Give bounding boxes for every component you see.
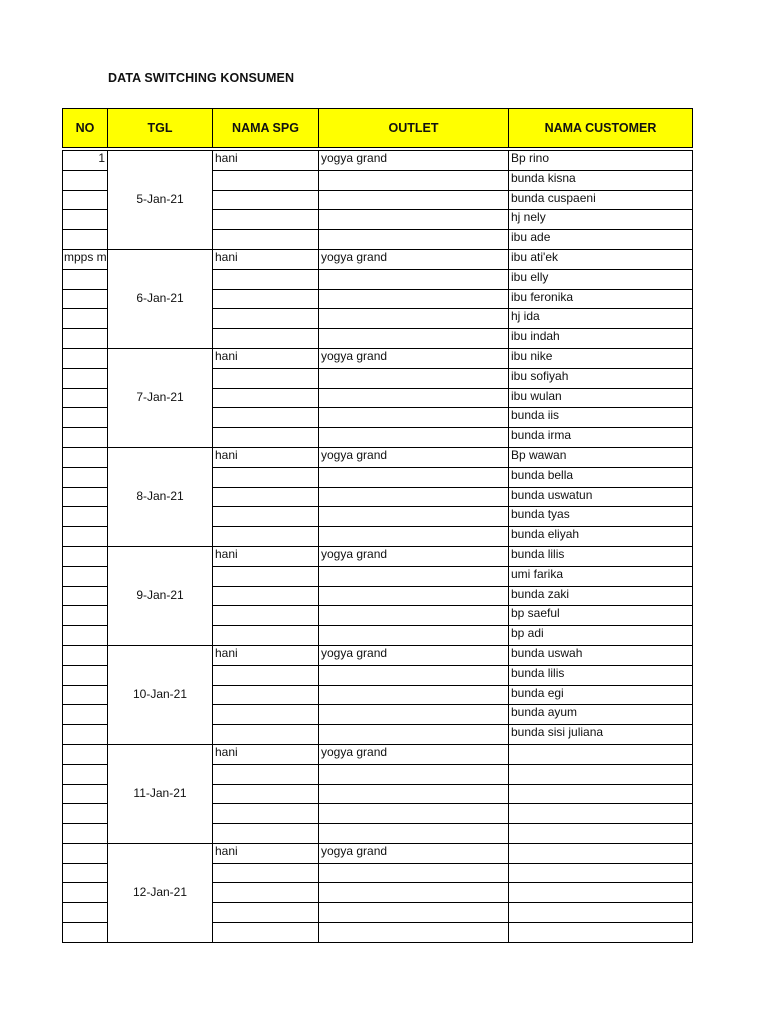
cell-outlet <box>319 685 509 705</box>
cell-no <box>63 170 108 190</box>
cell-nama-spg <box>213 428 319 448</box>
cell-nama-spg: hani <box>213 744 319 764</box>
cell-nama-customer <box>509 923 693 943</box>
cell-no <box>63 230 108 250</box>
cell-no <box>63 863 108 883</box>
header-row <box>63 109 693 148</box>
cell-nama-spg <box>213 408 319 428</box>
cell-no <box>63 566 108 586</box>
cell-nama-spg <box>213 665 319 685</box>
cell-outlet <box>319 764 509 784</box>
cell-nama-spg <box>213 705 319 725</box>
cell-no <box>63 725 108 745</box>
cell-no <box>63 190 108 210</box>
cell-nama-spg <box>213 289 319 309</box>
cell-outlet <box>319 824 509 844</box>
cell-nama-customer: bunda egi <box>509 685 693 705</box>
cell-no <box>63 348 108 368</box>
cell-nama-customer: ibu ade <box>509 230 693 250</box>
cell-outlet <box>319 190 509 210</box>
cell-no <box>63 487 108 507</box>
cell-outlet: yogya grand <box>319 151 509 171</box>
cell-nama-spg <box>213 329 319 349</box>
cell-outlet: yogya grand <box>319 546 509 566</box>
cell-nama-customer: Bp wawan <box>509 447 693 467</box>
cell-tgl: 11-Jan-21 <box>108 744 213 843</box>
cell-nama-customer: bunda tyas <box>509 507 693 527</box>
cell-nama-spg <box>213 368 319 388</box>
cell-nama-spg <box>213 685 319 705</box>
cell-nama-spg <box>213 566 319 586</box>
cell-outlet <box>319 428 509 448</box>
cell-nama-customer: Bp rino <box>509 151 693 171</box>
cell-nama-spg <box>213 507 319 527</box>
cell-nama-spg <box>213 467 319 487</box>
cell-nama-customer <box>509 744 693 764</box>
cell-outlet <box>319 408 509 428</box>
cell-outlet <box>319 507 509 527</box>
cell-outlet <box>319 230 509 250</box>
cell-nama-spg <box>213 863 319 883</box>
cell-nama-spg <box>213 824 319 844</box>
cell-no <box>63 626 108 646</box>
header-no: NO <box>63 109 108 148</box>
cell-nama-spg <box>213 170 319 190</box>
cell-tgl: 7-Jan-21 <box>108 348 213 447</box>
cell-no <box>63 309 108 329</box>
cell-no: mpps m <box>63 249 108 269</box>
cell-no <box>63 764 108 784</box>
cell-nama-spg <box>213 923 319 943</box>
cell-tgl: 10-Jan-21 <box>108 645 213 744</box>
cell-nama-spg: hani <box>213 348 319 368</box>
cell-outlet <box>319 289 509 309</box>
cell-outlet: yogya grand <box>319 744 509 764</box>
cell-no <box>63 784 108 804</box>
cell-nama-customer: bunda kisna <box>509 170 693 190</box>
cell-nama-spg <box>213 388 319 408</box>
cell-no <box>63 368 108 388</box>
table-row <box>63 546 693 566</box>
cell-outlet: yogya grand <box>319 843 509 863</box>
table-row <box>63 744 693 764</box>
cell-no <box>63 883 108 903</box>
cell-nama-spg <box>213 210 319 230</box>
cell-nama-customer: ibu nike <box>509 348 693 368</box>
cell-nama-customer <box>509 863 693 883</box>
cell-nama-customer: ibu wulan <box>509 388 693 408</box>
cell-nama-customer: umi farika <box>509 566 693 586</box>
cell-nama-customer: ibu ati'ek <box>509 249 693 269</box>
cell-nama-customer <box>509 824 693 844</box>
table-body <box>63 151 693 943</box>
cell-nama-spg <box>213 903 319 923</box>
cell-tgl: 9-Jan-21 <box>108 546 213 645</box>
cell-no <box>63 923 108 943</box>
table-row <box>63 151 693 171</box>
cell-nama-spg <box>213 764 319 784</box>
cell-outlet: yogya grand <box>319 249 509 269</box>
cell-outlet <box>319 626 509 646</box>
cell-no <box>63 467 108 487</box>
table-row <box>63 645 693 665</box>
table-row <box>63 843 693 863</box>
cell-nama-customer <box>509 784 693 804</box>
cell-outlet <box>319 210 509 230</box>
cell-nama-spg <box>213 230 319 250</box>
cell-nama-customer <box>509 804 693 824</box>
cell-no <box>63 329 108 349</box>
cell-no <box>63 527 108 547</box>
cell-nama-spg: hani <box>213 843 319 863</box>
cell-outlet <box>319 487 509 507</box>
cell-no <box>63 507 108 527</box>
cell-nama-customer: bunda zaki <box>509 586 693 606</box>
cell-no <box>63 744 108 764</box>
cell-nama-spg: hani <box>213 645 319 665</box>
cell-outlet <box>319 903 509 923</box>
cell-no <box>63 824 108 844</box>
cell-nama-spg <box>213 309 319 329</box>
cell-outlet: yogya grand <box>319 348 509 368</box>
table-row <box>63 447 693 467</box>
cell-outlet <box>319 388 509 408</box>
cell-no <box>63 843 108 863</box>
cell-nama-customer: bunda lilis <box>509 665 693 685</box>
cell-nama-customer: ibu sofiyah <box>509 368 693 388</box>
cell-nama-spg <box>213 784 319 804</box>
cell-tgl: 12-Jan-21 <box>108 843 213 942</box>
cell-outlet: yogya grand <box>319 645 509 665</box>
cell-outlet <box>319 368 509 388</box>
cell-no <box>63 586 108 606</box>
document-title: DATA SWITCHING KONSUMEN <box>108 71 295 85</box>
cell-no <box>63 428 108 448</box>
cell-outlet <box>319 784 509 804</box>
cell-nama-customer <box>509 883 693 903</box>
cell-no <box>63 388 108 408</box>
cell-nama-customer: bunda lilis <box>509 546 693 566</box>
cell-nama-customer: bunda cuspaeni <box>509 190 693 210</box>
cell-nama-customer <box>509 764 693 784</box>
cell-nama-customer <box>509 903 693 923</box>
cell-nama-spg <box>213 487 319 507</box>
cell-no <box>63 606 108 626</box>
cell-outlet <box>319 329 509 349</box>
cell-outlet <box>319 606 509 626</box>
cell-outlet <box>319 467 509 487</box>
cell-nama-customer: bunda iis <box>509 408 693 428</box>
cell-nama-spg <box>213 883 319 903</box>
table-row <box>63 249 693 269</box>
cell-outlet <box>319 665 509 685</box>
cell-nama-spg <box>213 269 319 289</box>
table-header <box>63 109 693 151</box>
cell-outlet <box>319 586 509 606</box>
cell-nama-spg <box>213 725 319 745</box>
cell-outlet <box>319 269 509 289</box>
cell-nama-spg: hani <box>213 151 319 171</box>
cell-no <box>63 665 108 685</box>
cell-no <box>63 447 108 467</box>
cell-outlet: yogya grand <box>319 447 509 467</box>
cell-nama-customer: hj ida <box>509 309 693 329</box>
cell-nama-customer: ibu feronika <box>509 289 693 309</box>
cell-outlet <box>319 309 509 329</box>
cell-nama-spg <box>213 527 319 547</box>
cell-no <box>63 289 108 309</box>
cell-outlet <box>319 566 509 586</box>
cell-nama-customer: bunda sisi juliana <box>509 725 693 745</box>
cell-no <box>63 210 108 230</box>
cell-no <box>63 705 108 725</box>
cell-nama-customer <box>509 843 693 863</box>
cell-outlet <box>319 170 509 190</box>
cell-nama-spg <box>213 804 319 824</box>
table-row <box>63 348 693 368</box>
cell-nama-customer: bunda ayum <box>509 705 693 725</box>
cell-no <box>63 546 108 566</box>
cell-nama-spg: hani <box>213 546 319 566</box>
cell-no <box>63 685 108 705</box>
cell-no <box>63 804 108 824</box>
cell-nama-customer: hj nely <box>509 210 693 230</box>
cell-nama-customer: bunda irma <box>509 428 693 448</box>
cell-nama-spg: hani <box>213 249 319 269</box>
header-nama-customer: NAMA CUSTOMER <box>509 109 693 148</box>
cell-nama-customer: bp saeful <box>509 606 693 626</box>
cell-outlet <box>319 725 509 745</box>
cell-nama-customer: bunda eliyah <box>509 527 693 547</box>
cell-outlet <box>319 883 509 903</box>
cell-nama-customer: ibu elly <box>509 269 693 289</box>
header-nama-spg: NAMA SPG <box>213 109 319 148</box>
cell-tgl: 8-Jan-21 <box>108 447 213 546</box>
cell-nama-spg <box>213 606 319 626</box>
cell-nama-spg <box>213 586 319 606</box>
cell-nama-customer: bunda uswatun <box>509 487 693 507</box>
cell-outlet <box>319 705 509 725</box>
header-tgl: TGL <box>108 109 213 148</box>
cell-nama-customer: bunda bella <box>509 467 693 487</box>
header-outlet: OUTLET <box>319 109 509 148</box>
cell-nama-customer: ibu indah <box>509 329 693 349</box>
cell-tgl: 6-Jan-21 <box>108 249 213 348</box>
cell-nama-spg <box>213 190 319 210</box>
cell-nama-customer: bp adi <box>509 626 693 646</box>
cell-outlet <box>319 923 509 943</box>
cell-no: 1 <box>63 151 108 171</box>
cell-outlet <box>319 863 509 883</box>
cell-tgl: 5-Jan-21 <box>108 151 213 250</box>
cell-outlet <box>319 804 509 824</box>
switching-table <box>62 108 693 943</box>
cell-no <box>63 645 108 665</box>
cell-no <box>63 408 108 428</box>
cell-no <box>63 269 108 289</box>
cell-outlet <box>319 527 509 547</box>
cell-nama-spg <box>213 626 319 646</box>
cell-no <box>63 903 108 923</box>
cell-nama-spg: hani <box>213 447 319 467</box>
cell-nama-customer: bunda uswah <box>509 645 693 665</box>
